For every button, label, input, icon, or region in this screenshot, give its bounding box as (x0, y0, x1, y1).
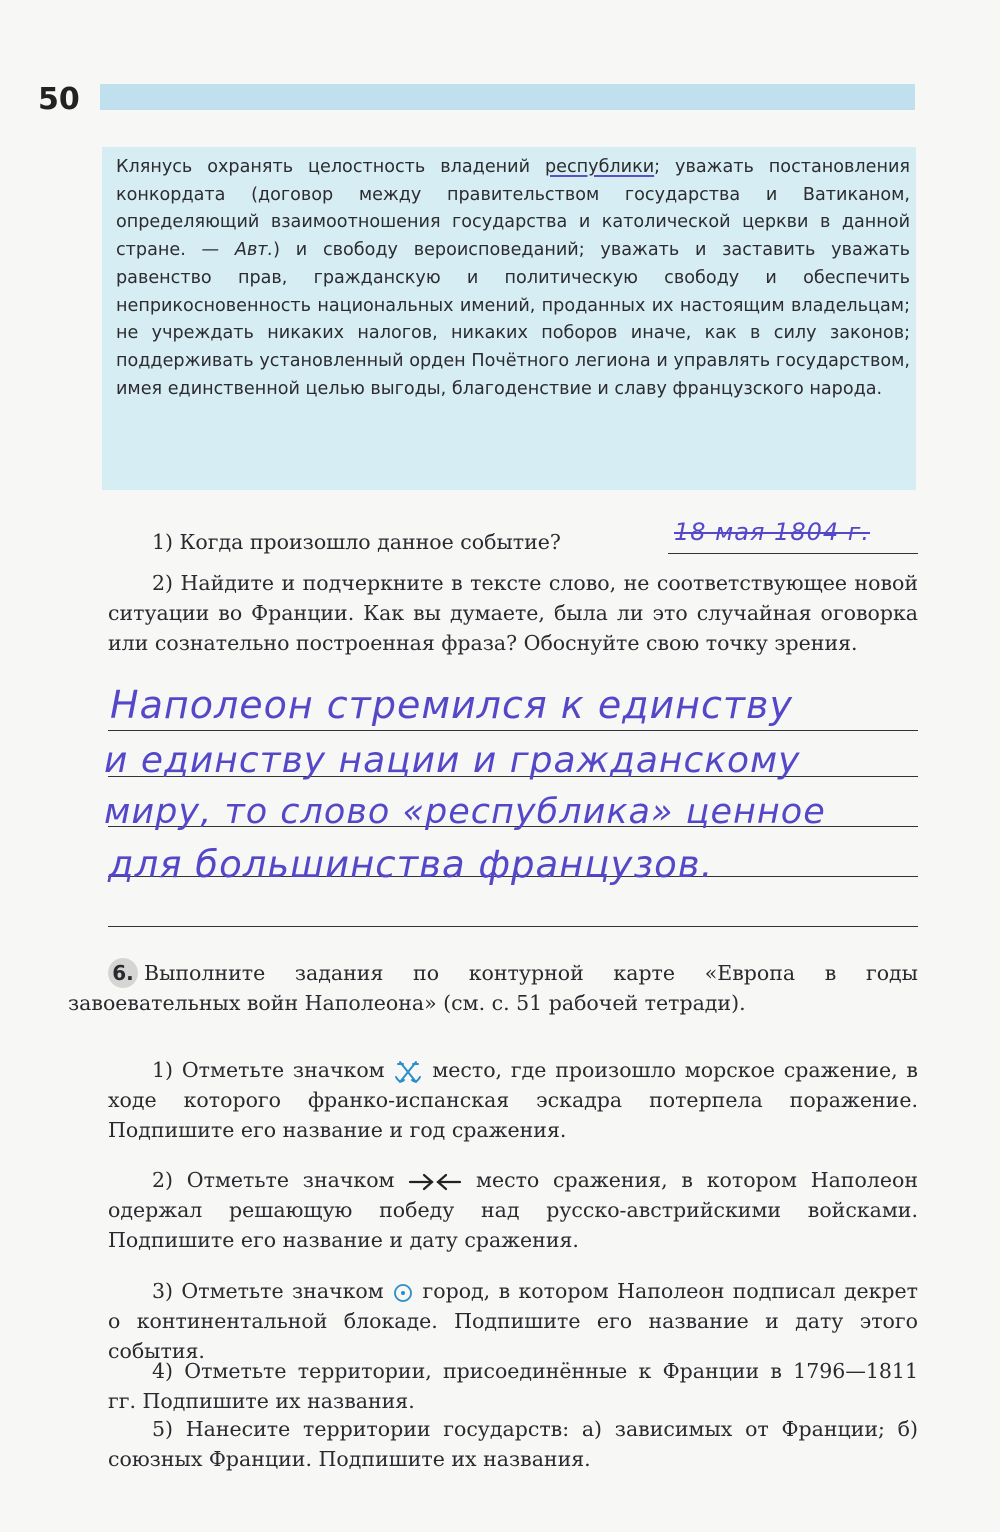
answer-line-q1 (668, 553, 918, 554)
answer-q2-line-4: для большинства французов. (108, 843, 714, 886)
underlined-word: республики (544, 157, 655, 177)
task-6-item-4-text: 4) Отметьте территории, присоединённые к Франции в 1796—1811 гг. Подпишите их названия. (108, 1359, 918, 1413)
crossed-anchors-icon (393, 1059, 423, 1085)
answer-line-q2-1 (108, 730, 918, 731)
task-6-item-4 (108, 1356, 918, 1416)
circle-dot-icon (392, 1282, 414, 1304)
page-number: 50 (38, 82, 80, 117)
task-6-item-5 (108, 1414, 918, 1474)
task-6-item-2-end: место сражения, в котором Наполеон одержал решающую победу над русско-австрийскими войсками. Подпишите его название и дату сражения. (108, 1168, 918, 1252)
task-6-intro (68, 958, 918, 1018)
quote-part-1: Клянусь охранять целостность владений (116, 157, 545, 177)
question-1-text: 1) Когда произошло данное событие? (152, 530, 561, 554)
quote-text (116, 154, 910, 403)
question-2 (108, 568, 918, 658)
converging-arrows-icon (408, 1172, 462, 1192)
quote-author: Авт. (234, 240, 274, 261)
answer-q2-line-1: Наполеон стремился к единству (110, 683, 793, 727)
task-6-item-3-start: 3) Отметьте значком (152, 1279, 384, 1303)
task-6-item-1-end: место, где произошло морское сражение, в ходе которого франко-испанская эскадра потерпела поражение. Подпишите его название и год сражения. (108, 1058, 918, 1142)
task-6-number: 6. (108, 958, 138, 988)
quote-part-3: ) и свободу вероисповеданий; уважать и заставить уважать равенство прав, гражданскую и политическую свободу и обеспечить неприкосновенность национальных имений, проданных их настоящим владельцам; не учреждать никаких налогов, никаких поборов иначе, как в силу законов; поддерживать установленный орден Почётного легиона и управлять государством, имея единственной целью выгоды, благоденствие и славу французского народа. (116, 240, 910, 399)
answer-q2-line-3: миру, то слово «республика» ценное (104, 792, 826, 832)
task-6-item-1 (108, 1055, 918, 1145)
task-6-item-1-start: 1) Отметьте значком (152, 1058, 385, 1082)
task-6-item-3 (108, 1276, 918, 1366)
task-6-item-2 (108, 1165, 918, 1255)
answer-line-q2-5 (108, 926, 918, 927)
quote-box (102, 147, 916, 490)
question-2-text: 2) Найдите и подчеркните в тексте слово, не соответствующее новой ситуации во Франции. Как вы думаете, была ли это случайная оговорка или сознательно построенная фраза? Обоснуйте свою точку зрения. (108, 571, 918, 655)
task-6-item-2-start: 2) Отметьте значком (152, 1168, 395, 1192)
task-6-item-5-text: 5) Нанесите территории государств: а) зависимых от Франции; б) союзных Франции. Подпишите их названия. (108, 1417, 918, 1471)
answer-q2-line-2: и единству нации и гражданскому (104, 740, 801, 781)
answer-q1-handwriting: 18 мая 1804 г. (674, 518, 870, 546)
quote-part-2: ; уважать постановления конкордата (договор между правительством государства и Ватиканом, определяющий взаимоотношения государства и католической церкви в данной стране. — (116, 157, 911, 261)
task-6-item-3-end: город, в котором Наполеон подписал декрет о континентальной блокаде. Подпишите его название и дату этого события. (108, 1279, 918, 1363)
task-6-intro-text: Выполните задания по контурной карте «Европа в годы завоевательных войн Наполеона» (см. с. 51 рабочей тетради). (68, 961, 918, 1015)
header-bar (100, 84, 915, 110)
